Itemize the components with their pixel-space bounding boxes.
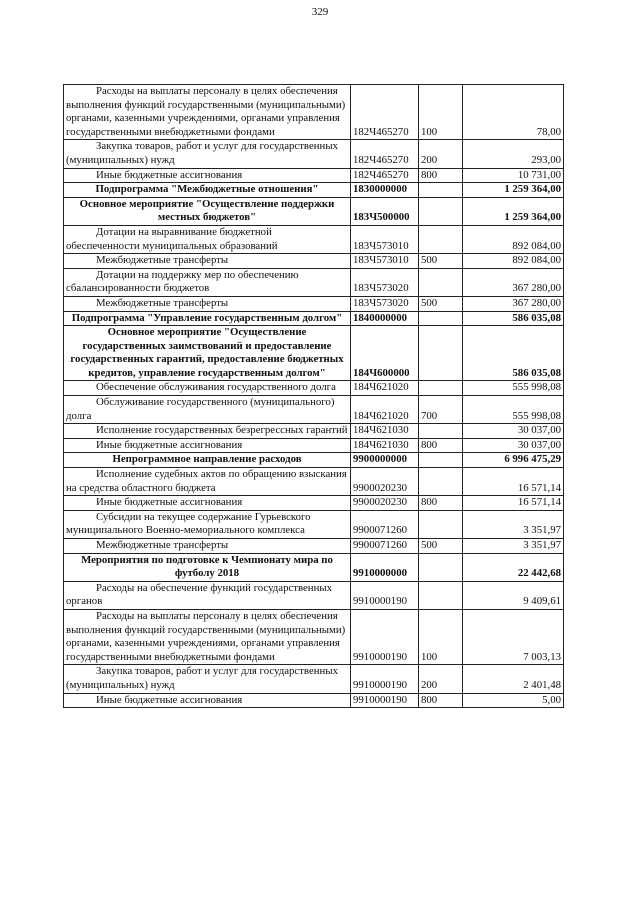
row-code-text: 182Ч465270 bbox=[353, 153, 409, 166]
row-expense-type-text: 100 bbox=[421, 650, 438, 663]
row-code bbox=[351, 539, 419, 554]
row-expense-type-text: 800 bbox=[421, 693, 438, 706]
row-expense-type-text: 800 bbox=[421, 438, 438, 451]
row-code bbox=[351, 581, 419, 609]
row-name-text: Расходы на выплаты персоналу в целях обеспечения выполнения функций государственными (муниципальными) органами, казенными учреждениями, органами управления государственными внебюджетными фондами bbox=[66, 85, 346, 138]
row-expense-type bbox=[419, 510, 463, 538]
table-row bbox=[64, 553, 564, 581]
row-code-text: 182Ч465270 bbox=[353, 168, 409, 181]
row-amount bbox=[463, 183, 564, 198]
row-name-text: Межбюджетные трансферты bbox=[96, 254, 229, 267]
table-row bbox=[64, 438, 564, 453]
row-name-text: Подпрограмма "Управление государственным долгом" bbox=[71, 311, 343, 324]
row-name bbox=[64, 85, 351, 140]
row-name-text: Основное мероприятие "Осуществление государственных заимствований и предоставление государственных гарантий, предоставление бюджетных кредитов, управление государственным долгом" bbox=[70, 326, 344, 379]
row-name bbox=[64, 254, 351, 269]
row-amount bbox=[463, 85, 564, 140]
table-row bbox=[64, 197, 564, 225]
table-row bbox=[64, 581, 564, 609]
budget-table bbox=[63, 84, 564, 708]
row-expense-type-text: 100 bbox=[421, 125, 438, 138]
row-code-text: 184Ч621020 bbox=[353, 381, 409, 394]
row-amount-text: 22 442,68 bbox=[517, 567, 561, 580]
table-row bbox=[64, 539, 564, 554]
row-name-text: Подпрограмма "Межбюджетные отношения" bbox=[95, 183, 319, 196]
row-code-text: 9910000190 bbox=[353, 650, 407, 663]
row-name-text: Закупка товаров, работ и услуг для государственных (муниципальных) нужд bbox=[66, 140, 338, 166]
row-name-text: Исполнение государственных безрегрессных гарантий bbox=[96, 424, 348, 437]
row-name bbox=[64, 510, 351, 538]
row-code-text: 9900000000 bbox=[353, 453, 407, 466]
row-amount bbox=[463, 438, 564, 453]
row-code bbox=[351, 85, 419, 140]
row-code bbox=[351, 225, 419, 253]
row-name bbox=[64, 225, 351, 253]
row-amount bbox=[463, 140, 564, 168]
row-amount-text: 78,00 bbox=[536, 125, 561, 138]
row-expense-type-text: 500 bbox=[421, 296, 438, 309]
row-expense-type bbox=[419, 326, 463, 381]
row-name bbox=[64, 311, 351, 326]
row-code-text: 9900020230 bbox=[353, 496, 407, 509]
row-amount bbox=[463, 510, 564, 538]
row-expense-type-text: 800 bbox=[421, 496, 438, 509]
page-number: 329 bbox=[311, 6, 329, 18]
row-code-text: 9910000000 bbox=[353, 567, 407, 580]
row-name-text: Субсидии на текущее содержание Гурьевского муниципального Военно-мемориального комплекса bbox=[66, 510, 311, 537]
row-name bbox=[64, 197, 351, 225]
row-name-text: Межбюджетные трансферты bbox=[96, 539, 229, 551]
row-name bbox=[64, 553, 351, 581]
row-expense-type-text: 500 bbox=[421, 539, 438, 551]
row-amount bbox=[463, 268, 564, 296]
row-code-text: 184Ч621030 bbox=[353, 438, 409, 451]
table-row bbox=[64, 496, 564, 511]
row-name-text: Иные бюджетные ассигнования bbox=[96, 168, 243, 181]
row-amount-text: 555 998,08 bbox=[512, 409, 561, 422]
row-amount-text: 9 409,61 bbox=[523, 595, 561, 608]
row-amount bbox=[463, 311, 564, 326]
table-row bbox=[64, 396, 564, 424]
row-code bbox=[351, 496, 419, 511]
row-code-text: 182Ч465270 bbox=[353, 125, 409, 138]
row-amount-text: 892 084,00 bbox=[512, 239, 561, 252]
row-expense-type bbox=[419, 381, 463, 396]
row-code bbox=[351, 553, 419, 581]
row-code bbox=[351, 510, 419, 538]
table-row bbox=[64, 381, 564, 396]
row-expense-type bbox=[419, 197, 463, 225]
row-amount bbox=[463, 424, 564, 439]
table-row bbox=[64, 85, 564, 140]
row-expense-type bbox=[419, 539, 463, 554]
row-name bbox=[64, 168, 351, 183]
row-name-text: Иные бюджетные ассигнования bbox=[96, 438, 243, 451]
row-expense-type-text: 500 bbox=[421, 254, 438, 267]
row-code bbox=[351, 183, 419, 198]
row-code bbox=[351, 254, 419, 269]
row-expense-type bbox=[419, 140, 463, 168]
row-code bbox=[351, 396, 419, 424]
table-row bbox=[64, 296, 564, 311]
row-amount bbox=[463, 665, 564, 693]
row-name-text: Обслуживание государственного (муниципального) долга bbox=[66, 396, 335, 422]
row-amount-text: 3 351,97 bbox=[523, 539, 561, 551]
row-code-text: 183Ч573010 bbox=[353, 239, 409, 252]
row-name-text: Расходы на выплаты персоналу в целях обеспечения выполнения функций государственными (муниципальными) органами, казенными учреждениями, органами управления государственными внебюджетными фондами bbox=[66, 609, 346, 663]
row-name bbox=[64, 326, 351, 381]
row-expense-type bbox=[419, 268, 463, 296]
row-name-text: Иные бюджетные ассигнования bbox=[96, 693, 243, 706]
row-amount bbox=[463, 168, 564, 183]
row-amount-text: 1 259 364,00 bbox=[504, 211, 561, 224]
row-amount-text: 10 731,00 bbox=[517, 168, 561, 181]
row-name bbox=[64, 268, 351, 296]
table-row bbox=[64, 326, 564, 381]
row-name bbox=[64, 424, 351, 439]
row-amount bbox=[463, 693, 564, 708]
row-expense-type bbox=[419, 85, 463, 140]
row-name bbox=[64, 381, 351, 396]
row-amount bbox=[463, 539, 564, 554]
row-amount bbox=[463, 254, 564, 269]
row-name-text: Межбюджетные трансферты bbox=[96, 296, 229, 309]
row-code bbox=[351, 609, 419, 664]
row-amount bbox=[463, 581, 564, 609]
row-expense-type bbox=[419, 609, 463, 664]
row-code bbox=[351, 665, 419, 693]
row-amount-text: 555 998,08 bbox=[512, 381, 561, 394]
row-code-text: 184Ч621030 bbox=[353, 424, 409, 437]
row-name bbox=[64, 609, 351, 664]
row-amount bbox=[463, 396, 564, 424]
row-name-text: Непрограммное направление расходов bbox=[112, 453, 302, 466]
row-code bbox=[351, 468, 419, 496]
row-code-text: 1830000000 bbox=[353, 183, 407, 196]
row-name bbox=[64, 183, 351, 198]
row-amount-text: 367 280,00 bbox=[512, 282, 561, 295]
row-amount bbox=[463, 197, 564, 225]
table-row bbox=[64, 453, 564, 468]
row-code-text: 9900020230 bbox=[353, 481, 407, 494]
row-name bbox=[64, 438, 351, 453]
row-amount bbox=[463, 553, 564, 581]
row-name-text: Иные бюджетные ассигнования bbox=[96, 496, 243, 509]
row-amount-text: 367 280,00 bbox=[512, 296, 561, 309]
row-name bbox=[64, 693, 351, 708]
row-amount bbox=[463, 381, 564, 396]
row-amount-text: 7 003,13 bbox=[523, 650, 561, 663]
table-row bbox=[64, 140, 564, 168]
row-name bbox=[64, 468, 351, 496]
row-code-text: 183Ч573020 bbox=[353, 296, 409, 309]
row-expense-type bbox=[419, 496, 463, 511]
row-name bbox=[64, 581, 351, 609]
row-expense-type bbox=[419, 665, 463, 693]
row-name bbox=[64, 453, 351, 468]
row-expense-type bbox=[419, 183, 463, 198]
row-amount bbox=[463, 609, 564, 664]
row-name bbox=[64, 665, 351, 693]
table-row bbox=[64, 693, 564, 708]
row-amount bbox=[463, 326, 564, 381]
row-code bbox=[351, 453, 419, 468]
row-name bbox=[64, 539, 351, 554]
table-row bbox=[64, 168, 564, 183]
row-expense-type bbox=[419, 553, 463, 581]
row-amount-text: 3 351,97 bbox=[523, 524, 561, 537]
row-name bbox=[64, 296, 351, 311]
row-expense-type bbox=[419, 296, 463, 311]
row-expense-type bbox=[419, 693, 463, 708]
row-name bbox=[64, 496, 351, 511]
row-amount-text: 16 571,14 bbox=[517, 496, 561, 509]
row-name-text: Основное мероприятие "Осуществление поддержки местных бюджетов" bbox=[79, 197, 335, 224]
row-expense-type bbox=[419, 311, 463, 326]
row-expense-type bbox=[419, 254, 463, 269]
row-code-text: 183Ч573010 bbox=[353, 254, 409, 267]
row-amount-text: 6 996 475,29 bbox=[504, 453, 561, 466]
row-code-text: 9900071260 bbox=[353, 524, 407, 537]
row-code bbox=[351, 140, 419, 168]
row-name bbox=[64, 396, 351, 424]
row-name-text: Закупка товаров, работ и услуг для государственных (муниципальных) нужд bbox=[66, 665, 338, 691]
row-name-text: Дотации на поддержку мер по обеспечению сбалансированности бюджетов bbox=[66, 268, 299, 295]
row-expense-type-text: 700 bbox=[421, 409, 438, 422]
row-expense-type bbox=[419, 424, 463, 439]
row-expense-type bbox=[419, 468, 463, 496]
table-row bbox=[64, 665, 564, 693]
row-amount-text: 1 259 364,00 bbox=[504, 183, 561, 196]
row-expense-type bbox=[419, 168, 463, 183]
row-code bbox=[351, 693, 419, 708]
row-code-text: 183Ч573020 bbox=[353, 282, 409, 295]
row-code-text: 1840000000 bbox=[353, 311, 407, 324]
table-row bbox=[64, 254, 564, 269]
row-code-text: 184Ч621020 bbox=[353, 409, 409, 422]
table-row bbox=[64, 468, 564, 496]
row-amount bbox=[463, 496, 564, 511]
row-amount bbox=[463, 468, 564, 496]
row-expense-type bbox=[419, 396, 463, 424]
row-code-text: 9910000190 bbox=[353, 595, 407, 608]
row-amount-text: 586 035,08 bbox=[512, 366, 561, 379]
row-name bbox=[64, 140, 351, 168]
row-name-text: Исполнение судебных актов по обращению взыскания на средства областного бюджета bbox=[66, 468, 347, 494]
row-code bbox=[351, 296, 419, 311]
row-amount bbox=[463, 453, 564, 468]
row-amount-text: 586 035,08 bbox=[512, 311, 561, 324]
row-code bbox=[351, 381, 419, 396]
row-code bbox=[351, 424, 419, 439]
row-code bbox=[351, 268, 419, 296]
row-amount-text: 30 037,00 bbox=[517, 438, 561, 451]
table-row bbox=[64, 183, 564, 198]
row-amount-text: 293,00 bbox=[531, 153, 561, 166]
row-code bbox=[351, 438, 419, 453]
row-code bbox=[351, 197, 419, 225]
row-code bbox=[351, 326, 419, 381]
table-row bbox=[64, 510, 564, 538]
row-amount-text: 892 084,00 bbox=[512, 254, 561, 267]
row-expense-type bbox=[419, 453, 463, 468]
row-expense-type bbox=[419, 225, 463, 253]
row-code bbox=[351, 311, 419, 326]
row-amount-text: 2 401,48 bbox=[523, 678, 561, 691]
row-code bbox=[351, 168, 419, 183]
row-code-text: 9900071260 bbox=[353, 539, 407, 551]
row-amount-text: 30 037,00 bbox=[517, 424, 561, 437]
row-amount bbox=[463, 296, 564, 311]
table-row bbox=[64, 311, 564, 326]
row-code-text: 9910000190 bbox=[353, 678, 407, 691]
table-row bbox=[64, 609, 564, 664]
row-code-text: 183Ч500000 bbox=[353, 211, 410, 224]
row-amount bbox=[463, 225, 564, 253]
row-code-text: 9910000190 bbox=[353, 693, 407, 706]
table-row bbox=[64, 225, 564, 253]
table-row bbox=[64, 424, 564, 439]
row-amount-text: 5,00 bbox=[542, 693, 561, 706]
row-expense-type-text: 200 bbox=[421, 678, 438, 691]
row-expense-type bbox=[419, 438, 463, 453]
row-expense-type-text: 200 bbox=[421, 153, 438, 166]
row-name-text: Обеспечение обслуживания государственного долга bbox=[96, 381, 336, 394]
row-name-text: Дотации на выравнивание бюджетной обеспеченности муниципальных образований bbox=[66, 225, 278, 252]
row-name-text: Мероприятия по подготовке к Чемпионату мира по футболу 2018 bbox=[81, 553, 333, 580]
row-amount-text: 16 571,14 bbox=[517, 481, 561, 494]
row-expense-type-text: 800 bbox=[421, 168, 438, 181]
row-name-text: Расходы на обеспечение функций государственных органов bbox=[66, 581, 333, 608]
row-code-text: 184Ч600000 bbox=[353, 366, 410, 379]
row-expense-type bbox=[419, 581, 463, 609]
table-row bbox=[64, 268, 564, 296]
